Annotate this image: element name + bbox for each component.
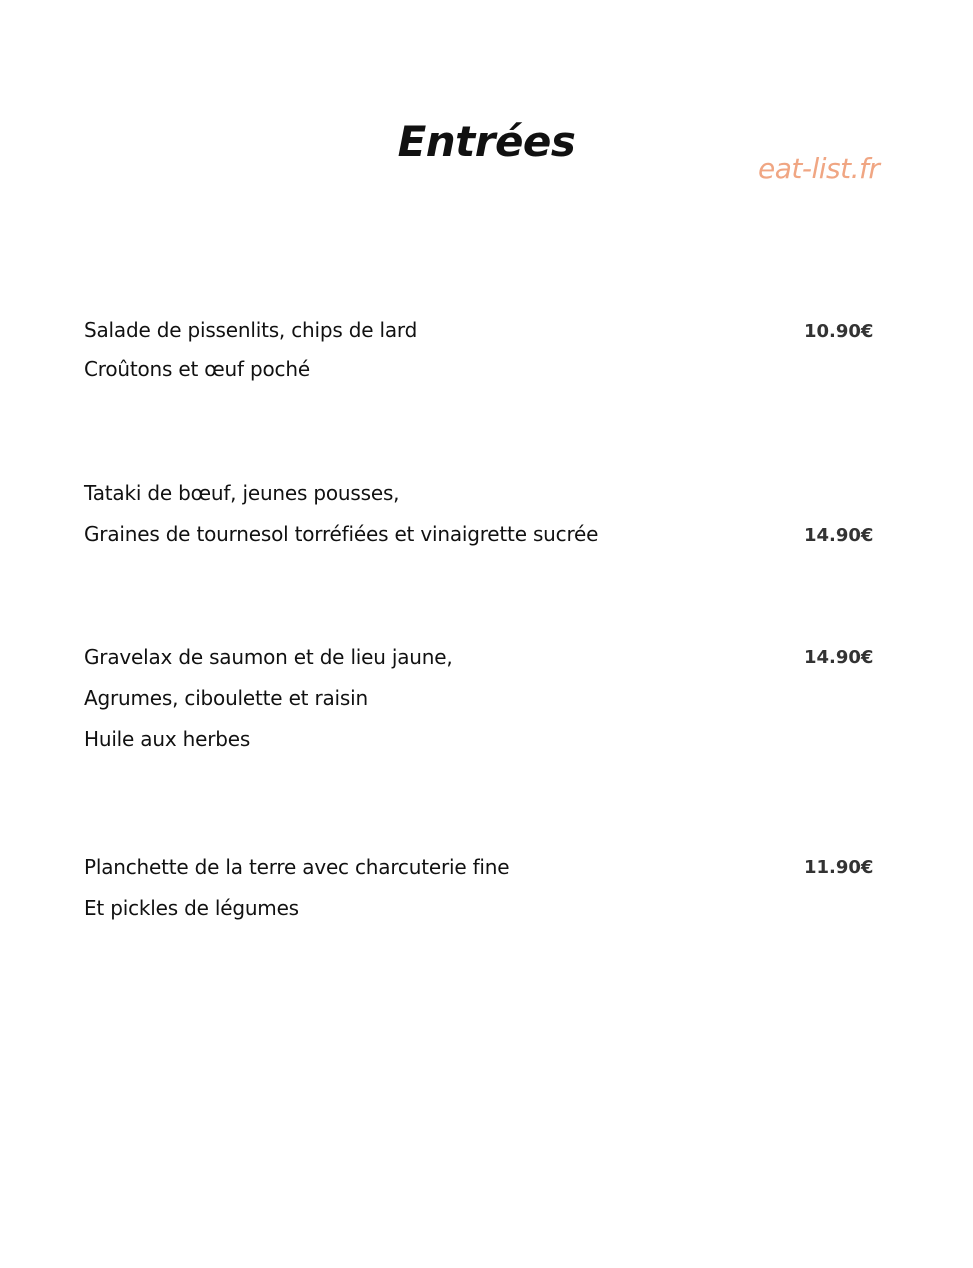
menu-item-line: Graines de tournesol torréfiées et vinaigrette sucrée	[84, 522, 599, 546]
menu-item-line: Tataki de bœuf, jeunes pousses,	[84, 481, 400, 505]
page-title: Entrées	[397, 117, 576, 166]
menu-item-price: 11.90€	[804, 857, 874, 878]
menu-item-line: Huile aux herbes	[84, 727, 251, 751]
menu-item-line: Planchette de la terre avec charcuterie fine	[84, 855, 510, 879]
menu-item-price: 10.90€	[804, 321, 874, 342]
menu-item-price: 14.90€	[804, 525, 874, 546]
menu-item-line: Gravelax de saumon et de lieu jaune,	[84, 645, 453, 669]
menu-item-line: Et pickles de légumes	[84, 896, 299, 920]
menu-item-line: Croûtons et œuf poché	[84, 357, 310, 381]
menu-item-line: Agrumes, ciboulette et raisin	[84, 686, 368, 710]
watermark-logo: eat-list.fr	[758, 152, 880, 185]
menu-item-price: 14.90€	[804, 647, 874, 668]
menu-item-line: Salade de pissenlits, chips de lard	[84, 318, 418, 342]
